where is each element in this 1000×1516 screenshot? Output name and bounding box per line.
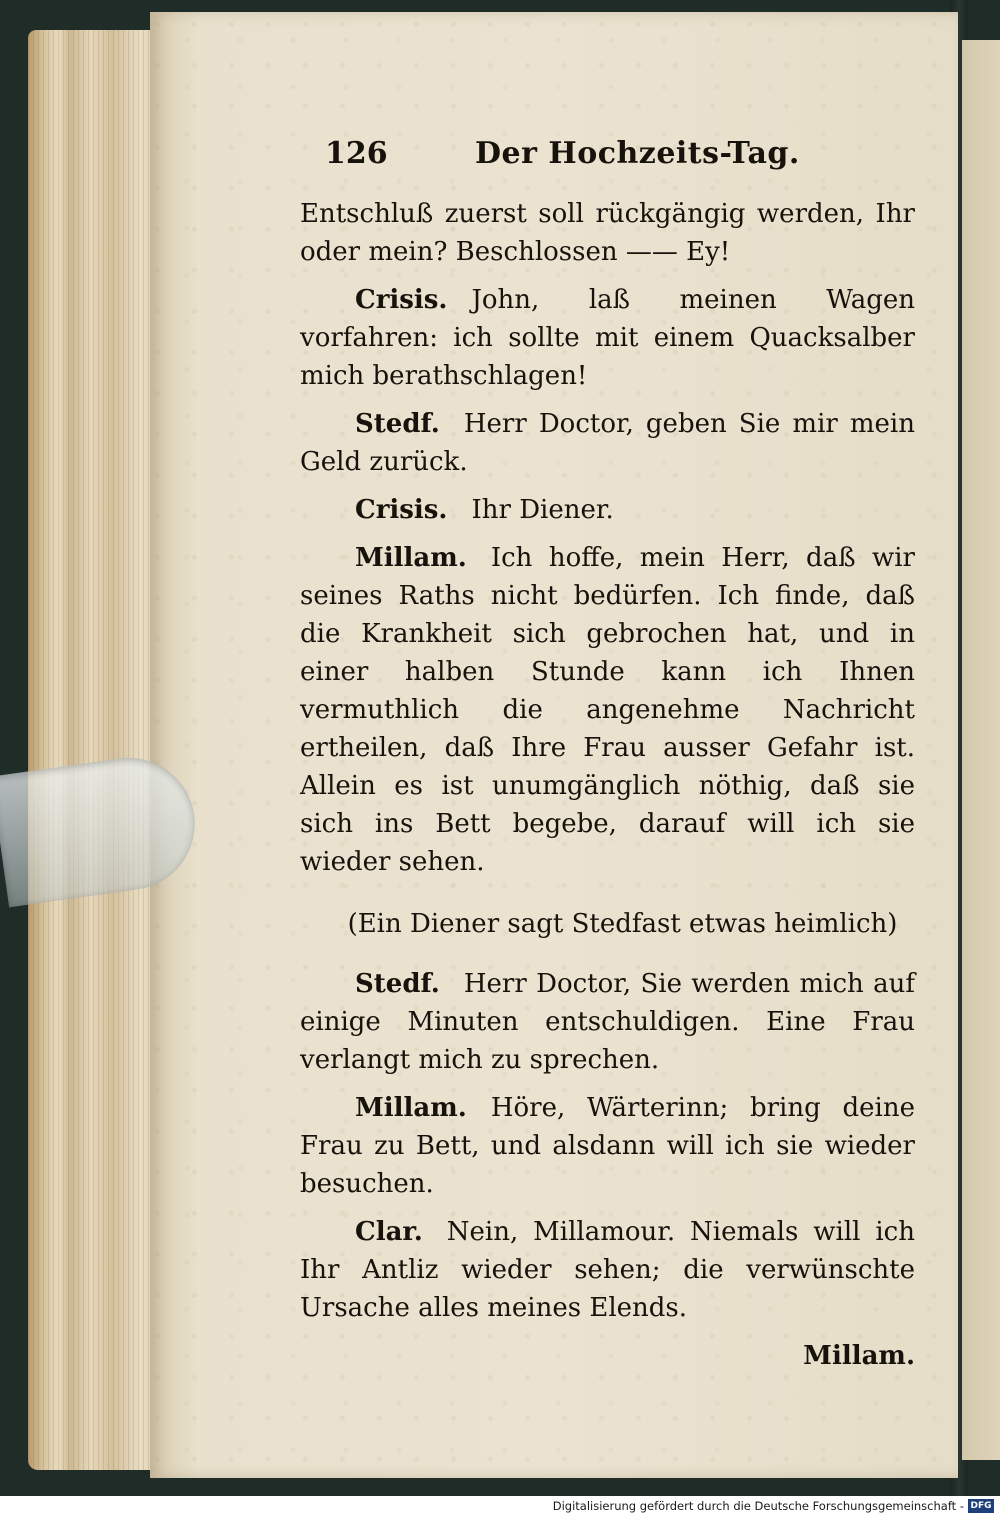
speech-crisis-2 — [300, 491, 915, 529]
speech-millam-1 — [300, 539, 915, 881]
speaker-name: Crisis. — [355, 285, 448, 315]
speaker-name: Stedf. — [355, 969, 440, 999]
speech-stedf-2 — [300, 965, 915, 1079]
speaker-name: Stedf. — [355, 409, 440, 439]
dfg-logo-icon: DFG — [968, 1499, 994, 1513]
speaker-name: Crisis. — [355, 495, 448, 525]
stage-direction: (Ein Diener sagt Stedfast etwas heimlich) — [347, 909, 898, 939]
speech-crisis-1 — [300, 281, 915, 395]
speech-millam-2 — [300, 1089, 915, 1203]
page-header — [300, 135, 915, 195]
speech-stedf-1 — [300, 405, 915, 481]
facing-page-edge — [962, 40, 1000, 1460]
speech-text: Nein, Millamour. Niemals will ich Ihr Antliz wieder sehen; die verwünschte Ursache alles meines Elends. — [300, 1217, 915, 1323]
speech-text: Herr Doctor, Sie werden mich auf einige Minuten entschuldigen. Eine Frau verlangt mich zu sprechen. — [300, 969, 915, 1075]
speaker-name: Millam. — [355, 543, 467, 573]
paragraph-text: Entschluß zuerst soll rückgängig werden, Ihr oder mein? Beschlossen —— Ey! — [300, 199, 915, 267]
speech-text: Ich hoffe, mein Herr, daß wir seines Raths nicht bedürfen. Ich finde, daß die Krankheit sich gebrochen hat, und in einer halben Stunde kann ich Ihnen vermuthlich die angenehme Nachricht ertheilen, daß Ihre Frau ausser Gefahr ist. Allein es ist unumgänglich nöthig, daß sie sich ins Bett begebe, darauf will ich sie wieder sehen. — [300, 543, 915, 877]
footer-bar — [0, 1496, 1000, 1516]
speech-text: Ihr Diener. — [471, 495, 614, 525]
page-edges — [28, 30, 168, 1470]
page-text — [300, 135, 915, 1401]
speech-text: Höre, Wärterinn; bring deine Frau zu Bett, und alsdann will ich sie wieder besuchen. — [300, 1093, 915, 1199]
catchword: Millam. — [803, 1341, 915, 1371]
page-number: 126 — [325, 136, 388, 171]
speech-text: John, laß meinen Wagen vorfahren: ich sollte mit einem Quacksalber mich berathschlagen! — [300, 285, 915, 391]
paragraph-continuation — [300, 195, 915, 271]
speech-clar-1 — [300, 1213, 915, 1327]
speaker-name: Millam. — [355, 1093, 467, 1123]
speaker-name: Clar. — [355, 1217, 423, 1247]
footer-credit: Digitalisierung gefördert durch die Deutsche Forschungsgemeinschaft - — [552, 1499, 964, 1513]
running-title: Der Hochzeits-Tag. — [475, 136, 800, 171]
speech-text: Herr Doctor, geben Sie mir mein Geld zurück. — [300, 409, 915, 477]
